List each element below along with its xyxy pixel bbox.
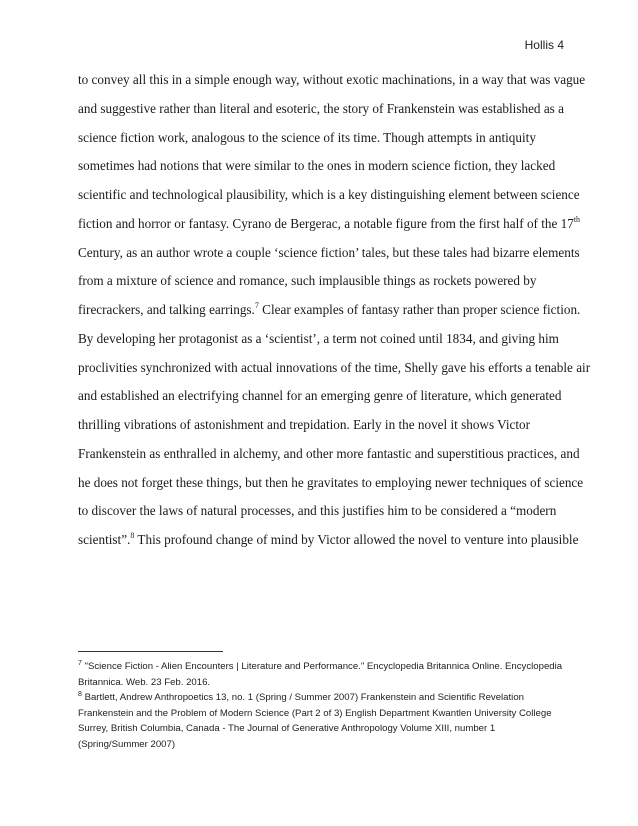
text-line — [78, 95, 568, 124]
text-line — [78, 239, 580, 268]
text-run: thrilling vibrations of astonishment and trepidation. Early in the novel it shows Victor — [78, 417, 531, 432]
text-run: fiction and horror or fantasy. Cyrano de Bergerac, a notable figure from the first half of the 17 — [78, 215, 574, 231]
text-line — [78, 382, 568, 411]
footnote-line — [78, 706, 578, 722]
text-line — [78, 497, 568, 526]
text-line — [78, 526, 579, 555]
text-line — [78, 354, 591, 383]
text-run: and established an electrifying channel for an emerging genre of literature, which generated — [78, 388, 562, 404]
footnote-line — [78, 737, 578, 753]
footnote-text: "Science Fiction - Alien Encounters | Literature and Performance." Encyclopedia Britannica Online. Encyclopedia — [81, 661, 563, 672]
footnote-text: Britannica. Web. 23 Feb. 2016. — [78, 676, 211, 688]
footnote-number: 7 — [78, 660, 82, 667]
text-line — [78, 325, 568, 354]
footnote-text: Bartlett, Andrew Anthropoetics 13, no. 1 (Spring / Summer 2007) Frankenstein and Scientific Revelation — [81, 692, 524, 703]
footnote-text: (Spring/Summer 2007) — [78, 738, 176, 750]
text-run: Clear examples of fantasy rather than proper science fiction. — [258, 302, 581, 317]
text-run: This profound change of mind by Victor allowed the novel to venture into plausible — [134, 532, 579, 547]
text-run: By developing her protagonist as a ‘scientist’, a term not coined until 1834, and giving him — [78, 330, 559, 346]
text-run: he does not forget these things, but then he gravitates to employing newer techniques of science — [78, 474, 584, 490]
text-line — [78, 181, 580, 210]
footnotes — [78, 659, 578, 752]
text-line — [78, 210, 581, 239]
footnote-text: Frankenstein and the Problem of Modern Science (Part 2 of 3) English Department Kwantlen University College — [78, 707, 552, 719]
text-line — [78, 66, 586, 95]
text-run: to convey all this in a simple enough way, without exotic machinations, in a way that was vague — [78, 72, 586, 87]
body-text — [78, 66, 591, 555]
footnote-separator — [78, 651, 223, 652]
footnote-ref: 7 — [254, 301, 259, 310]
text-run: Frankenstein as enthralled in alchemy, and other more fantastic and superstitious practices, and — [78, 445, 580, 461]
text-line — [78, 440, 580, 469]
text-run: to discover the laws of natural processes, and this justifies him to be considered a “modern — [78, 503, 557, 519]
ordinal-superscript: th — [573, 214, 581, 224]
text-line — [78, 411, 568, 440]
footnote-ref: 8 — [130, 531, 135, 540]
text-run: proclivities synchronized with actual innovations of the time, Shelly gave his efforts a tenable air — [78, 359, 591, 375]
text-run: scientist”. — [78, 532, 131, 547]
footnote-line — [78, 675, 578, 691]
running-head: Hollis 4 — [524, 38, 564, 52]
footnote-line — [78, 721, 578, 737]
text-run: scientific and technological plausibility, which is a key distinguishing element between science — [78, 187, 580, 202]
text-run: from a mixture of science and romance, such implausible things as rockets powered by — [78, 273, 537, 289]
text-run: sometimes had notions that were similar to the ones in modern science fiction, they lacked — [78, 158, 556, 174]
text-run: Century, as an author wrote a couple ‘science fiction’ tales, but these tales had bizarre elements — [78, 244, 580, 260]
text-run: science fiction work, analogous to the science of its time. Though attempts in antiquity — [78, 129, 536, 145]
text-line — [78, 469, 584, 498]
footnote-line — [78, 659, 578, 675]
footnote-line — [78, 690, 578, 706]
footnote-text: Surrey, British Columbia, Canada - The Journal of Generative Anthropology Volume XIII, number 1 — [78, 723, 496, 734]
text-run: firecrackers, and talking earrings. — [78, 302, 255, 317]
text-line — [78, 296, 581, 325]
text-run: and suggestive rather than literal and esoteric, the story of Frankenstein was established as a — [78, 100, 564, 116]
text-line — [78, 267, 568, 296]
footnote-number: 8 — [78, 691, 82, 698]
text-line — [78, 124, 568, 153]
text-line — [78, 152, 568, 181]
